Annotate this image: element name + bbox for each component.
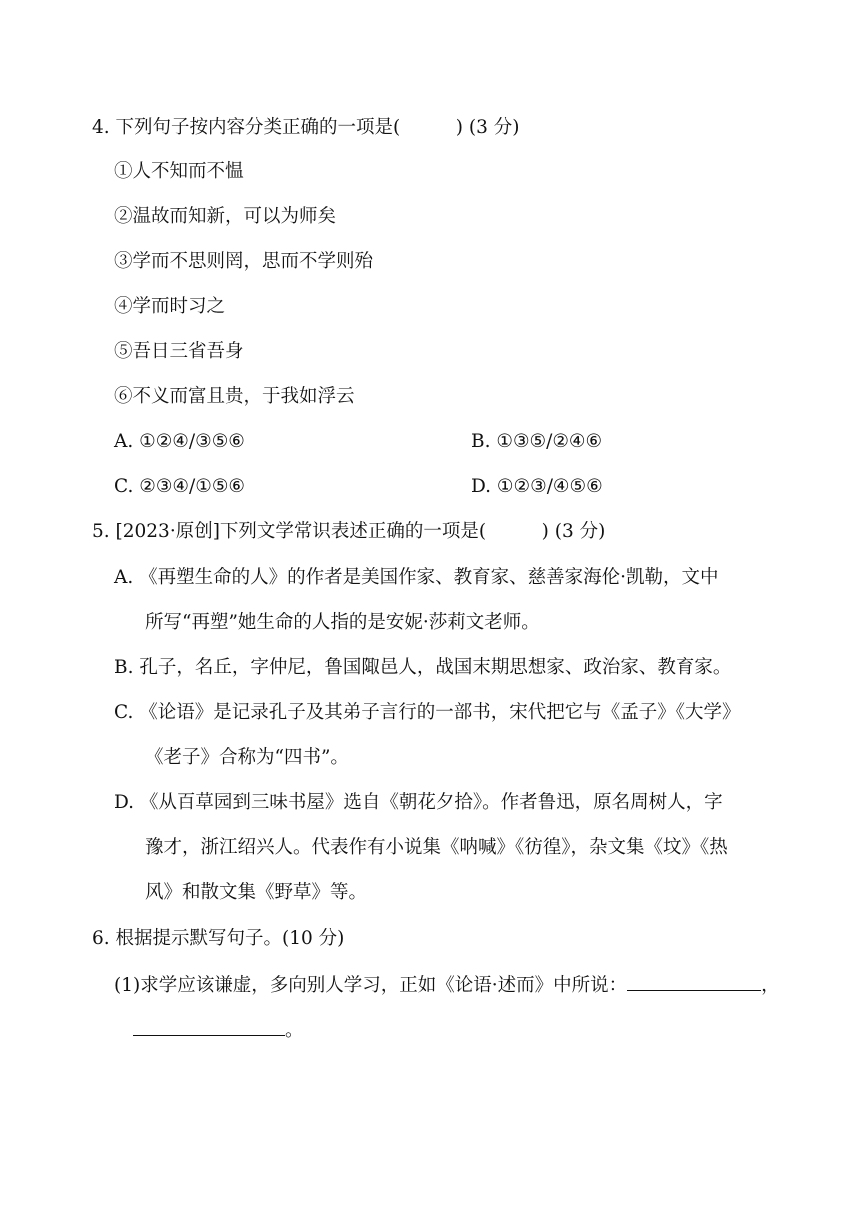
question-6-item-1-line-2 [133,1017,304,1043]
question-4-item-1: ①人不知而不愠 [114,161,244,182]
question-4-item-2: ②温故而知新，可以为师矣 [114,206,337,227]
question-6-item-1-prompt: (1)求学应该谦虚，多向别人学习，正如《论语·述而》中所说： [114,975,628,996]
question-5-option-c-line-2: 《老子》合称为“四书”。 [145,747,349,768]
question-6-item-1-line-1 [114,972,780,998]
question-5-option-d-line-3: 风》和散文集《野草》等。 [145,882,368,903]
question-5-option-a-line-2: 所写“再塑”她生命的人指的是安妮·莎莉文老师。 [145,612,540,633]
question-4-option-c[interactable]: C. ②③④/①⑤⑥ [114,476,245,497]
question-4-option-d[interactable]: D. ①②③/④⑤⑥ [471,476,603,497]
question-4-item-5: ⑤吾日三省吾身 [114,341,244,362]
question-4-item-4: ④学而时习之 [114,296,226,317]
question-4-option-a[interactable]: A. ①②④/③⑤⑥ [114,431,245,452]
question-5-option-d-line-2: 豫才，浙江绍兴人。代表作有小说集《呐喊》《彷徨》，杂文集《坟》《热 [145,837,728,858]
question-5-option-b-line-1[interactable]: B. 孔子，名丘，字仲尼，鲁国陬邑人，战国末期思想家、政治家、教育家。 [114,657,732,678]
question-6-item-1-comma: ， [761,975,780,996]
question-6-item-1-period: 。 [285,1020,304,1041]
fill-blank-2[interactable] [133,1017,285,1036]
question-5-option-d-line-1[interactable]: D. 《从百草园到三味书屋》选自《朝花夕拾》。作者鲁迅，原名周树人，字 [114,792,723,813]
fill-blank-1[interactable] [627,972,761,991]
question-5-stem: 5. [2023·原创]下列文学常识表述正确的一项是( ) (3 分) [92,521,606,542]
question-4-option-b[interactable]: B. ①③⑤/②④⑥ [471,431,603,452]
question-5-option-a-line-1[interactable]: A. 《再塑生命的人》的作者是美国作家、教育家、慈善家海伦·凯勒，文中 [114,567,719,588]
question-5-option-c-line-1[interactable]: C. 《论语》是记录孔子及其弟子言行的一部书，宋代把它与《孟子》《大学》 [114,702,741,723]
question-4-item-3: ③学而不思则罔，思而不学则殆 [114,251,374,272]
question-6-stem: 6. 根据提示默写句子。(10 分) [92,928,345,949]
question-4-stem: 4. 下列句子按内容分类正确的一项是( ) (3 分) [92,117,520,138]
question-4-item-6: ⑥不义而富且贵，于我如浮云 [114,386,355,407]
